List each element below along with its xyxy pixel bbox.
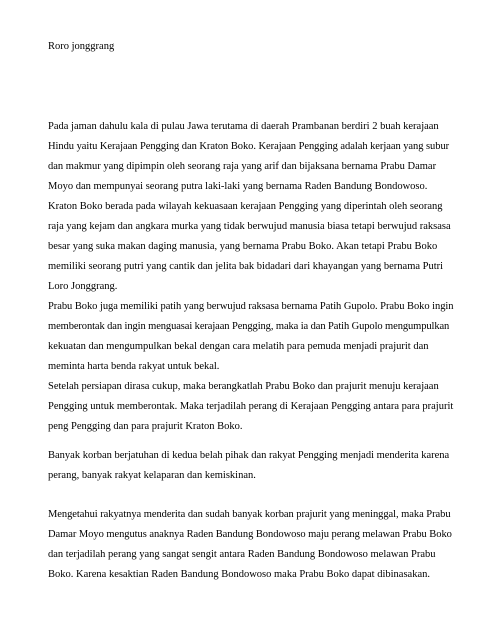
text-line: Pada jaman dahulu kala di pulau Jawa terutama di daerah Prambanan berdiri 2 buah kerajaan [48, 121, 439, 132]
text-line: perang, banyak rakyat kelaparan dan kemiskinan. [48, 470, 256, 481]
paragraph-2 [48, 197, 453, 297]
document-title: Roro jonggrang [48, 41, 115, 52]
text-line: Prabu Boko juga memiliki patih yang berwujud raksasa bernama Patih Gupolo. Prabu Boko ingin [48, 301, 454, 312]
text-line: besar yang suka makan daging manusia, yang bernama Prabu Boko. Akan tetapi Prabu Boko [48, 241, 438, 252]
text-line: dan terjadilah perang yang sangat sengit antara Raden Bandung Bondowoso melawan Prabu [48, 549, 436, 560]
text-line: Pengging untuk memberontak. Maka terjadilah perang di Kerajaan Pengging antara para prajurit [48, 401, 454, 412]
text-line: Loro Jonggrang. [48, 281, 118, 292]
paragraph-1 [48, 117, 453, 197]
text-line: kekuatan dan mengumpulkan bekal dengan cara melatih para pemuda menjadi prajurit dan [48, 341, 429, 352]
text-line: memberontak dan ingin menguasai kerajaan Pengging, maka ia dan Patih Gupolo mengumpulkan [48, 321, 450, 332]
text-line: meminta harta benda rakyat untuk bekal. [48, 361, 220, 372]
text-line: memiliki seorang putri yang cantik dan jelita bak bidadari dari khayangan yang bernama Putri [48, 261, 444, 272]
text-line: Banyak korban berjatuhan di kedua belah pihak dan rakyat Pengging menjadi menderita karena [48, 450, 450, 461]
text-line: peng Pengging dan para prajurit Kraton Boko. [48, 421, 243, 432]
text-line: Kraton Boko berada pada wilayah kekuasaan kerajaan Pengging yang diperintah oleh seorang [48, 201, 443, 212]
text-line: Hindu yaitu Kerajaan Pengging dan Kraton Boko. Kerajaan Pengging adalah kerjaan yang subur [48, 141, 450, 152]
text-line: dan makmur yang dipimpin oleh seorang raja yang arif dan bijaksana bernama Prabu Damar [48, 161, 437, 172]
text-line: raja yang kejam dan angkara murka yang tidak berwujud manusia biasa tetapi berwujud raksasa [48, 221, 451, 232]
paragraph-5 [48, 446, 453, 486]
text-line: Moyo dan mempunyai seorang putra laki-laki yang bernama Raden Bandung Bondowoso. [48, 181, 428, 192]
text-line: Setelah persiapan dirasa cukup, maka berangkatlah Prabu Boko dan prajurit menuju kerajaan [48, 381, 439, 392]
paragraph-3 [48, 297, 453, 377]
paragraph-4 [48, 377, 453, 437]
text-line: Damar Moyo mengutus anaknya Raden Bandung Bondowoso maju perang melawan Prabu Boko [48, 529, 452, 540]
paragraph-6 [48, 505, 453, 585]
text-line: Boko. Karena kesaktian Raden Bandung Bondowoso maka Prabu Boko dapat dibinasakan. [48, 569, 431, 580]
text-line: Mengetahui rakyatnya menderita dan sudah banyak korban prajurit yang meninggal, maka Prabu [48, 509, 451, 520]
